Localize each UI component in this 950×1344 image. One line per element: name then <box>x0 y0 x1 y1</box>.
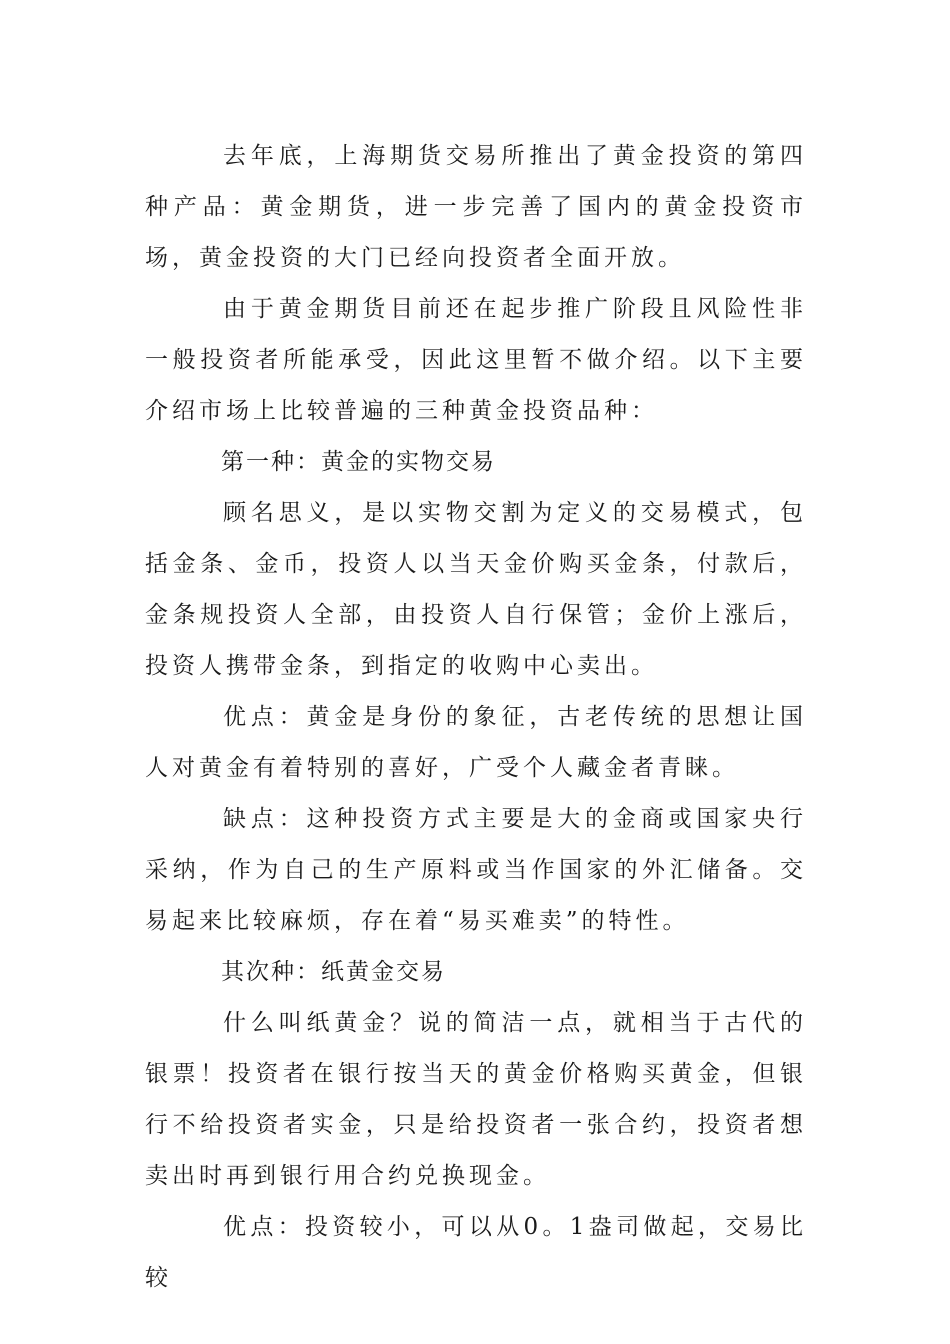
section-heading-physical-gold: 第一种：黄金的实物交易 <box>221 449 496 475</box>
section-heading-paper-gold: 其次种：纸黄金交易 <box>221 959 446 985</box>
paragraph-paper-definition: 什么叫纸黄金？说的简洁一点，就相当于古代的银票！投资者在银行按当天的黄金价格购买黄金，但银行不给投资者实金，只是给投资者一张合约，投资者想卖出时再到银行用合约兑换现金。 <box>145 1010 807 1189</box>
paragraph-physical-advantages: 优点：黄金是身份的象征，古老传统的思想让国人对黄金有着特别的喜好，广受个人藏金者青睐。 <box>145 704 807 781</box>
paragraph-physical-definition: 顾名思义，是以实物交割为定义的交易模式，包括金条、金币，投资人以当天金价购买金条，付款后，金条规投资人全部，由投资人自行保管；金价上涨后，投资人携带金条，到指定的收购中心卖出。 <box>145 500 807 679</box>
paragraph-intro: 去年底，上海期货交易所推出了黄金投资的第四种产品：黄金期货，进一步完善了国内的黄金投资市场，黄金投资的大门已经向投资者全面开放。 <box>145 143 807 271</box>
paragraph-paper-advantages: 优点：投资较小，可以从0。1盎司做起，交易比较 <box>145 1214 807 1291</box>
document-body <box>145 131 807 1304</box>
paragraph-futures-note: 由于黄金期货目前还在起步推广阶段且风险性非一般投资者所能承受，因此这里暂不做介绍。以下主要介绍市场上比较普遍的三种黄金投资品种： <box>145 296 807 424</box>
paragraph-physical-disadvantages: 缺点：这种投资方式主要是大的金商或国家央行采纳，作为自己的生产原料或当作国家的外汇储备。交易起来比较麻烦，存在着“易买难卖”的特性。 <box>145 806 807 934</box>
